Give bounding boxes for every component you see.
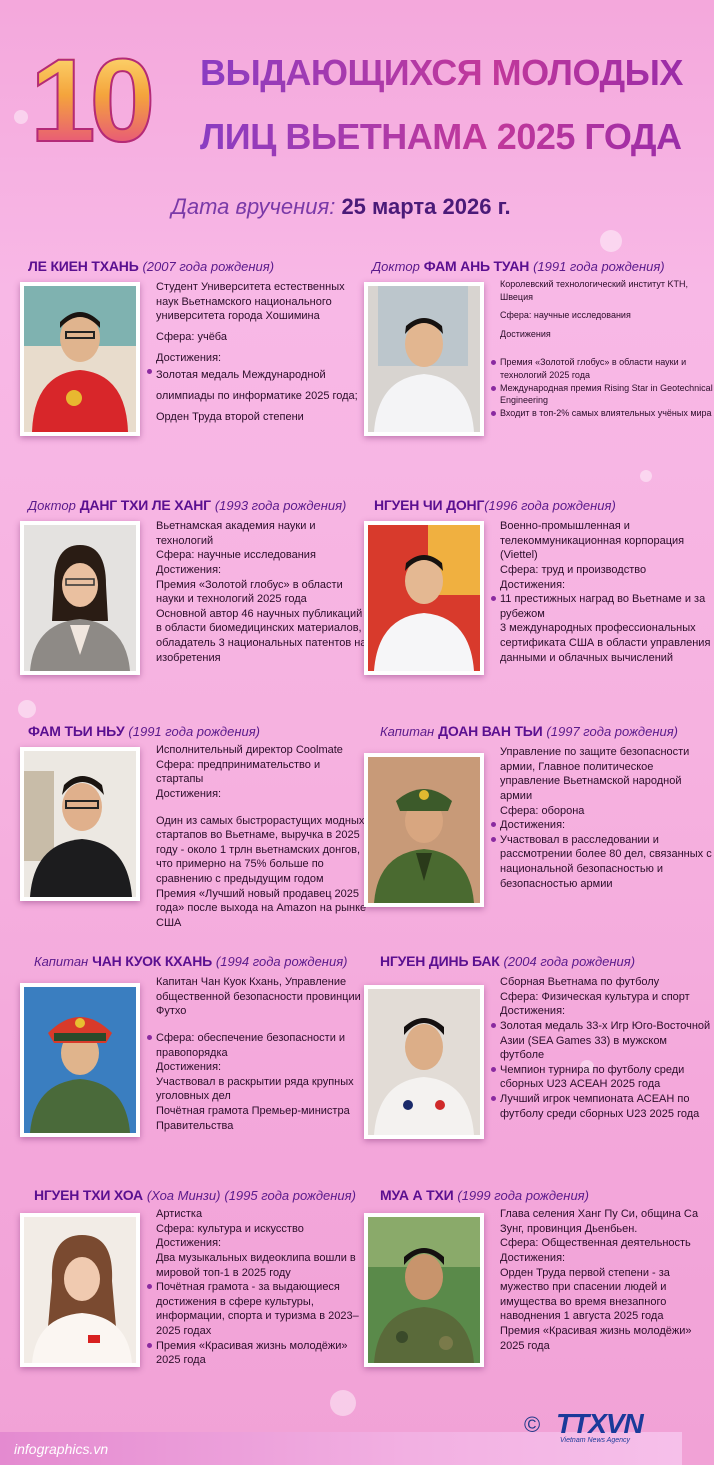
person-name-line [34, 1187, 356, 1203]
person-achievements-label: Достижения [500, 328, 551, 339]
bokeh-decoration [14, 110, 28, 124]
date-label: Дата вручения: [171, 194, 336, 219]
person-field: Сфера: Общественная деятельность [500, 1237, 691, 1250]
person-achievement: Почётная грамота - за выдающиеся достижения в сфере культуры, информации, спорта и туризма в 2023–2025 годах [156, 1280, 370, 1339]
person-achievement: Два музыкальных видеоклипа вошли в мировой топ-1 в 2025 году [156, 1251, 356, 1279]
person-achievement: Один из самых быстрорастущих модных стартапов во Вьетнаме, выручка в 2025 году - около 1 трлн вьетнамских донгов, что примерно на 75% больше по сравнению с предыдущим годом [156, 814, 365, 885]
person-organization: Студент Университета естественных наук Вьетнамского национального университета города Хошимина [156, 281, 345, 323]
person-field: Сфера: оборона [500, 804, 585, 817]
person-details [156, 519, 370, 665]
person-achievements-label: Достижения: [156, 563, 222, 576]
person-achievements-label: Достижения: [156, 1237, 222, 1250]
person-organization: Артистка [156, 1208, 203, 1220]
person-photo [20, 983, 140, 1137]
person-organization: Глава селения Ханг Пу Си, община Са Зунг, провинция Дьенбьен. [500, 1208, 699, 1235]
person-achievements-label: Достижения: [156, 1061, 222, 1074]
person-field: Сфера: предпринимательство и стартапы [156, 758, 321, 786]
bokeh-decoration [18, 700, 36, 718]
title-number: 10 [30, 35, 150, 167]
person-birth-year: (1994 года рождения) [215, 954, 348, 969]
person-organization: Капитан Чан Куок Кхань, Управление общественной безопасности провинции Футхо [156, 976, 361, 1018]
person-details [156, 1207, 370, 1368]
person-achievement: Премия «Золотой глобус» в области науки и технологий 2025 года [500, 356, 714, 381]
person-title: Доктор [372, 259, 420, 274]
person-achievements-label: Достижения: [500, 1251, 566, 1264]
person-achievement: Международная премия Rising Star in Geotechnical Engineering [500, 382, 713, 406]
person-field: Сфера: труд и производство [500, 563, 647, 576]
person-photo [20, 282, 140, 436]
person-achievements-label: Достижения: [156, 351, 222, 364]
person-achievement: 11 престижных наград во Вьетнаме и за рубежом [500, 592, 714, 621]
person-achievement: Лучший игрок чемпионата АСЕАН по футболу среди сборных U23 2025 года [500, 1092, 714, 1121]
person-title: Капитан [34, 954, 89, 969]
person-name: ЧАН КУОК КХАНЬ [92, 953, 212, 969]
person-achievement: Участвовал в раскрытии ряда крупных уголовных дел [156, 1075, 354, 1103]
title-line-2: ЛИЦ ВЬЕТНАМА 2025 ГОДА [200, 116, 682, 157]
person-achievement: Участвовал в расследовании и рассмотрении более 80 дел, связанных с национальной безопасностью и безопасностью армии [500, 833, 714, 892]
person-photo [364, 521, 484, 675]
portrait-image [368, 525, 480, 671]
date-value: 25 марта 2026 г. [341, 194, 511, 219]
person-name: ЛЕ КИЕН ТХАНЬ [28, 258, 139, 274]
person-birth-year: (1991 года рождения) [128, 724, 260, 739]
person-organization: Управление по защите безопасности армии, Главное политическое управление Вьетнамской народной армии [500, 746, 690, 802]
portrait-image [368, 286, 480, 432]
person-details [500, 975, 714, 1121]
agency-logo [522, 1408, 672, 1448]
person-name-line [34, 953, 347, 969]
person-field: Сфера: культура и искусство [156, 1222, 304, 1235]
person-achievement: Входит в топ-2% самых влиятельных учёных мира [500, 407, 714, 420]
person-achievement: Орден Труда первой степени - за мужество при спасении людей и имущества во время внезапного наводнения 1 августа 2025 года [500, 1266, 670, 1323]
person-achievement: Премия «Красивая жизнь молодёжи» 2025 года [156, 1339, 370, 1368]
person-photo [20, 747, 140, 901]
agency-logo-subtitle: Vietnam News Agency [560, 1437, 631, 1444]
person-organization: Вьетнамская академия науки и технологий [156, 520, 316, 547]
portrait-image [24, 751, 136, 897]
person-field: Сфера: научные исследования [500, 310, 631, 321]
person-achievements-label: Достижения: [156, 787, 222, 800]
bokeh-decoration [600, 230, 622, 252]
person-photo [20, 1213, 140, 1367]
person-achievement: Премия «Лучший новый продавец 2025 года» после выхода на Amazon на рынке США [156, 887, 367, 929]
source-label: infographics.vn [14, 1441, 109, 1457]
person-achievement: Премия «Золотой глобус» в области науки и технологий 2025 года [156, 578, 343, 606]
bokeh-decoration [330, 1390, 356, 1416]
person-name-line [28, 258, 274, 274]
portrait-image [24, 1217, 136, 1363]
person-birth-year: (1997 года рождения) [546, 724, 678, 739]
person-photo [364, 1213, 484, 1367]
person-achievement: Чемпион турнира по футболу среди сборных U23 АСЕАН 2025 года [500, 1063, 714, 1092]
person-name-line [380, 953, 635, 969]
copyright-icon: © [524, 1412, 541, 1437]
person-details [156, 280, 370, 428]
person-organization: Военно-промышленная и телекоммуникационная корпорация (Viettel) [500, 520, 685, 562]
person-details [156, 743, 370, 931]
person-name-line [374, 497, 616, 513]
title-line-1: ВЫДАЮЩИХСЯ МОЛОДЫХ [200, 52, 683, 93]
person-photo [364, 753, 484, 907]
person-achievement: Основной автор 46 научных публикаций в области биомедицинских материалов, обладатель 3 национальных патентов на изобретения [156, 607, 367, 664]
person-birth-year: (1995 года рождения) [224, 1188, 356, 1203]
person-name: НГУЕН ЧИ ДОНГ [374, 497, 485, 513]
person-achievement: Золотая медаль Международной олимпиады по информатике 2025 года; Орден Труда второй степени [156, 365, 370, 428]
person-organization: Исполнительный директор Coolmate [156, 744, 343, 756]
person-field: Сфера: Физическая культура и спорт [500, 990, 690, 1003]
person-organization: Королевский технологический институт KTH, Швеция [500, 279, 688, 302]
person-birth-year: (1993 года рождения) [214, 498, 347, 513]
portrait-image [24, 987, 136, 1133]
person-photo [364, 985, 484, 1139]
person-birth-year: (1996 года рождения) [484, 498, 616, 513]
bokeh-decoration [640, 470, 652, 482]
person-title: Капитан [380, 724, 435, 739]
person-title: Доктор [28, 498, 76, 513]
award-date [0, 194, 682, 220]
person-name-line [372, 258, 665, 274]
portrait-image [24, 525, 136, 671]
person-birth-year: (1991 года рождения) [533, 259, 665, 274]
person-name: ФАМ ТЬИ НЬУ [28, 723, 125, 739]
person-name: ДОАН ВАН ТЬИ [438, 723, 543, 739]
person-achievements-label: Достижения: [500, 818, 714, 833]
person-name-line [380, 723, 678, 739]
person-details [500, 745, 714, 891]
person-field: Сфера: научные исследования [156, 549, 316, 562]
person-achievement: Золотая медаль 33-х Игр Юго-Восточной Азии (SEA Games 33) в мужском футболе [500, 1019, 714, 1063]
portrait-image [368, 1217, 480, 1363]
person-name-line [380, 1187, 589, 1203]
person-birth-year: (2007 года рождения) [142, 259, 275, 274]
person-birth-year: (1999 года рождения) [457, 1188, 589, 1203]
person-details [156, 975, 370, 1133]
portrait-image [368, 989, 480, 1135]
person-achievements-label: Достижения: [500, 1005, 566, 1018]
person-name-line [28, 497, 346, 513]
person-details [500, 278, 714, 419]
person-achievement: Премия «Красивая жизнь молодёжи» 2025 года [500, 1325, 692, 1352]
person-name: НГУЕН ТХИ ХОА [34, 1187, 143, 1203]
person-name-line [28, 723, 260, 739]
person-alias: (Хоа Минзи) [146, 1188, 221, 1203]
person-field: Сфера: учёба [156, 330, 227, 343]
portrait-image [368, 757, 480, 903]
portrait-image [24, 286, 136, 432]
person-achievement: 3 международных профессиональных сертификата США в области управления данными и облачных вычислений [500, 622, 711, 664]
person-achievements-label: Достижения: [500, 578, 566, 591]
person-photo [364, 282, 484, 436]
person-birth-year: (2004 года рождения) [503, 954, 636, 969]
person-name: НГУЕН ДИНЬ БАК [380, 953, 500, 969]
person-photo [20, 521, 140, 675]
person-details [500, 1207, 714, 1353]
person-field: Сфера: обеспечение безопасности и правопорядка [156, 1031, 370, 1060]
agency-logo-text: TTXVN [556, 1408, 643, 1439]
person-name: ФАМ АНЬ ТУАН [423, 258, 530, 274]
person-achievement: Почётная грамота Премьер-министра Правительства [156, 1105, 350, 1132]
person-organization: Сборная Вьетнама по футболу [500, 976, 660, 988]
person-details [500, 519, 714, 665]
person-name: ДАНГ ТХИ ЛЕ ХАНГ [79, 497, 211, 513]
person-name: МУА А ТХИ [380, 1187, 454, 1203]
